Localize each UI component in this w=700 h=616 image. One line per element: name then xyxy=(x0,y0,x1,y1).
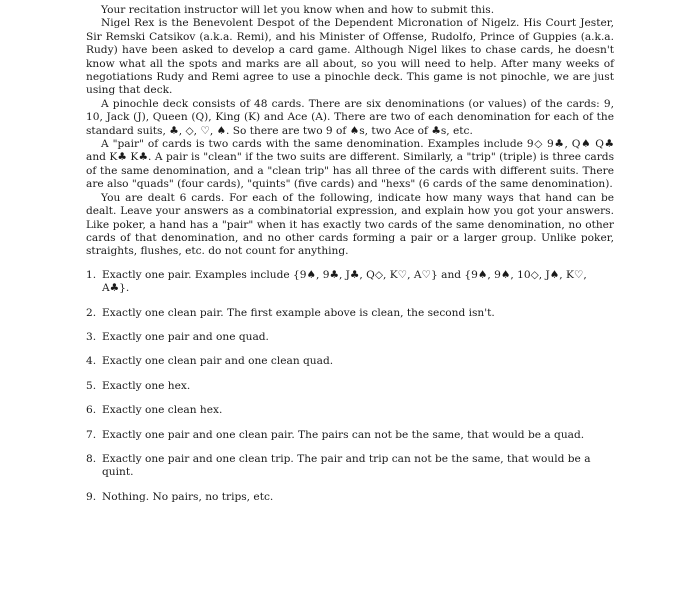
problem-text: Exactly one clean hex. xyxy=(102,404,223,417)
problem-text: Exactly one clean pair. The first example above is clean, the second isn't. xyxy=(102,306,495,319)
list-item xyxy=(86,331,614,344)
problem-number: 3. xyxy=(86,330,97,343)
list-item xyxy=(86,380,614,393)
deck-paragraph: A pinochle deck consists of 48 cards. There are six denominations (or values) of the cards: 9, 10, Jack (J), Queen (Q), King (K) and Ace (A). There are two of each denomination for each of the standard suits, ♣, ◇, ♡, ♠. So there are two 9 of ♠s, two Ace of ♣s, etc. xyxy=(86,97,614,137)
pair-definition-paragraph: A "pair" of cards is two cards with the same denomination. Examples include 9◇ 9♣, Q♠ Q♣ and K♣ K♣. A pair is "clean" if the two suits are different. Similarly, a "trip" (triple) is three cards of the same denomination, and a "clean trip" has all three of the cards with different suits. There are also "quads" (four cards), "quints" (five cards) and "hexs" (6 cards of the same denomination). xyxy=(86,138,614,191)
problem-number: 6. xyxy=(86,404,97,417)
list-item xyxy=(86,269,614,296)
problem-number: 8. xyxy=(86,452,97,465)
problem-list xyxy=(86,269,614,504)
list-item xyxy=(86,404,614,417)
problem-text: Exactly one clean pair and one clean quad. xyxy=(102,355,334,368)
problem-number: 9. xyxy=(86,490,97,503)
problem-number: 1. xyxy=(86,268,97,281)
problem-number: 7. xyxy=(86,428,97,441)
document-page xyxy=(86,4,614,515)
problem-number: 5. xyxy=(86,379,97,392)
intro-paragraph: Your recitation instructor will let you know when and how to submit this. xyxy=(101,4,495,16)
problem-text: Exactly one pair. Examples include {9♠, 9♣, J♣, Q◇, K♡, A♡} and {9♠, 9♠, 10◇, J♠, K♡, A♣}. xyxy=(102,268,587,295)
problem-text: Exactly one pair and one quad. xyxy=(102,330,269,343)
problem-number: 4. xyxy=(86,355,97,368)
problem-text: Nothing. No pairs, no trips, etc. xyxy=(102,490,274,503)
list-item xyxy=(86,307,614,320)
list-item xyxy=(86,429,614,442)
list-item xyxy=(86,491,614,504)
list-item xyxy=(86,453,614,480)
problem-text: Exactly one pair and one clean pair. The pairs can not be the same, that would be a quad. xyxy=(102,428,585,441)
story-paragraph: Nigel Rex is the Benevolent Despot of the Dependent Micronation of Nigelz. His Court Jester, Sir Remski Catsikov (a.k.a. Remi), and his Minister of Offense, Rudolfo, Prince of Guppies (a.k.a. Rudy) have been asked to develop a card game. Although Nigel likes to chase cards, he doesn't know what all the spots and marks are all about, so you will need to help. After many weeks of negotiations Rudy and Remi agree to use a pinochle deck. This game is not pinochle, we are just using that deck. xyxy=(86,17,614,97)
instructions-paragraph: You are dealt 6 cards. For each of the following, indicate how many ways that hand can be dealt. Leave your answers as a combinatorial expression, and explain how you got your answers. Like poker, a hand has a "pair" when it has exactly two cards of the same denomination, no other cards of that denomination, and no other cards forming a pair or a larger group. Unlike poker, straights, flushes, etc. do not count for anything. xyxy=(86,191,614,258)
problem-text: Exactly one hex. xyxy=(102,379,191,392)
problem-text: Exactly one pair and one clean trip. The pair and trip can not be the same, that would be a quint. xyxy=(102,452,591,479)
problem-number: 2. xyxy=(86,306,97,319)
list-item xyxy=(86,355,614,368)
